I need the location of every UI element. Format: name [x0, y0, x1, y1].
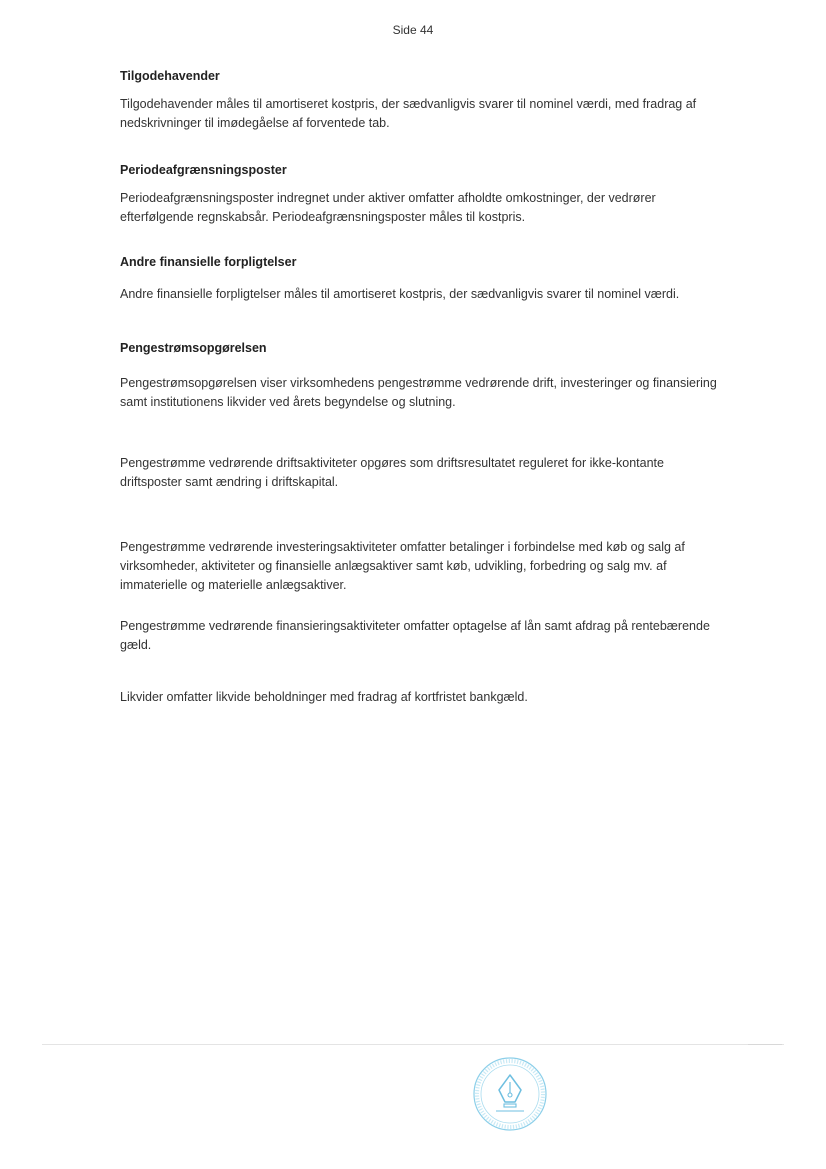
fountain-pen-seal-icon: [472, 1056, 548, 1132]
paragraph: Pengestrømme vedrørende driftsaktiviteter opgøres som driftsresultatet reguleret for ikke-kontante driftsposter samt ændring i driftskapital.: [120, 456, 664, 489]
paragraph: Periodeafgrænsningsposter indregnet under aktiver omfatter afholdte omkostninger, der vedrører efterfølgende regnskabsår. Periodeafgrænsningsposter måles til kostpris.: [120, 191, 656, 224]
heading-tilgodehavender: Tilgodehavender: [120, 69, 220, 83]
heading-andre-finansielle-forpligtelser: Andre finansielle forpligtelser: [120, 255, 297, 269]
paragraph: Likvider omfatter likvide beholdninger med fradrag af kortfristet bankgæld.: [120, 690, 528, 704]
paragraph: Pengestrømme vedrørende finansieringsaktiviteter omfatter optagelse af lån samt afdrag på rentebærende gæld.: [120, 619, 710, 652]
paragraph: Andre finansielle forpligtelser måles til amortiseret kostpris, der sædvanligvis svarer til nominel værdi.: [120, 287, 680, 301]
heading-pengestromsopgorelsen: Pengestrømsopgørelsen: [120, 341, 267, 355]
paragraph: Pengestrømsopgørelsen viser virksomhedens pengestrømme vedrørende drift, investeringer og finansiering samt institutionens likvider ved årets begyndelse og slutning.: [120, 376, 717, 409]
heading-periodeafgraensningsposter: Periodeafgrænsningsposter: [120, 163, 287, 177]
footer-divider-segment: [748, 1044, 782, 1045]
footer-divider: [42, 1044, 784, 1045]
paragraph: Pengestrømme vedrørende investeringsaktiviteter omfatter betalinger i forbindelse med køb og salg af virksomheder, aktiviteter og finansielle anlægsaktiver samt køb, udvikling, forbedring og salg mv. af immaterielle og materielle anlægsaktiver.: [120, 540, 685, 592]
paragraph: Tilgodehavender måles til amortiseret kostpris, der sædvanligvis svarer til nominel værdi, med fradrag af nedskrivninger til imødegåelse af forventede tab.: [120, 97, 697, 130]
page-number: Side 44: [392, 23, 434, 37]
